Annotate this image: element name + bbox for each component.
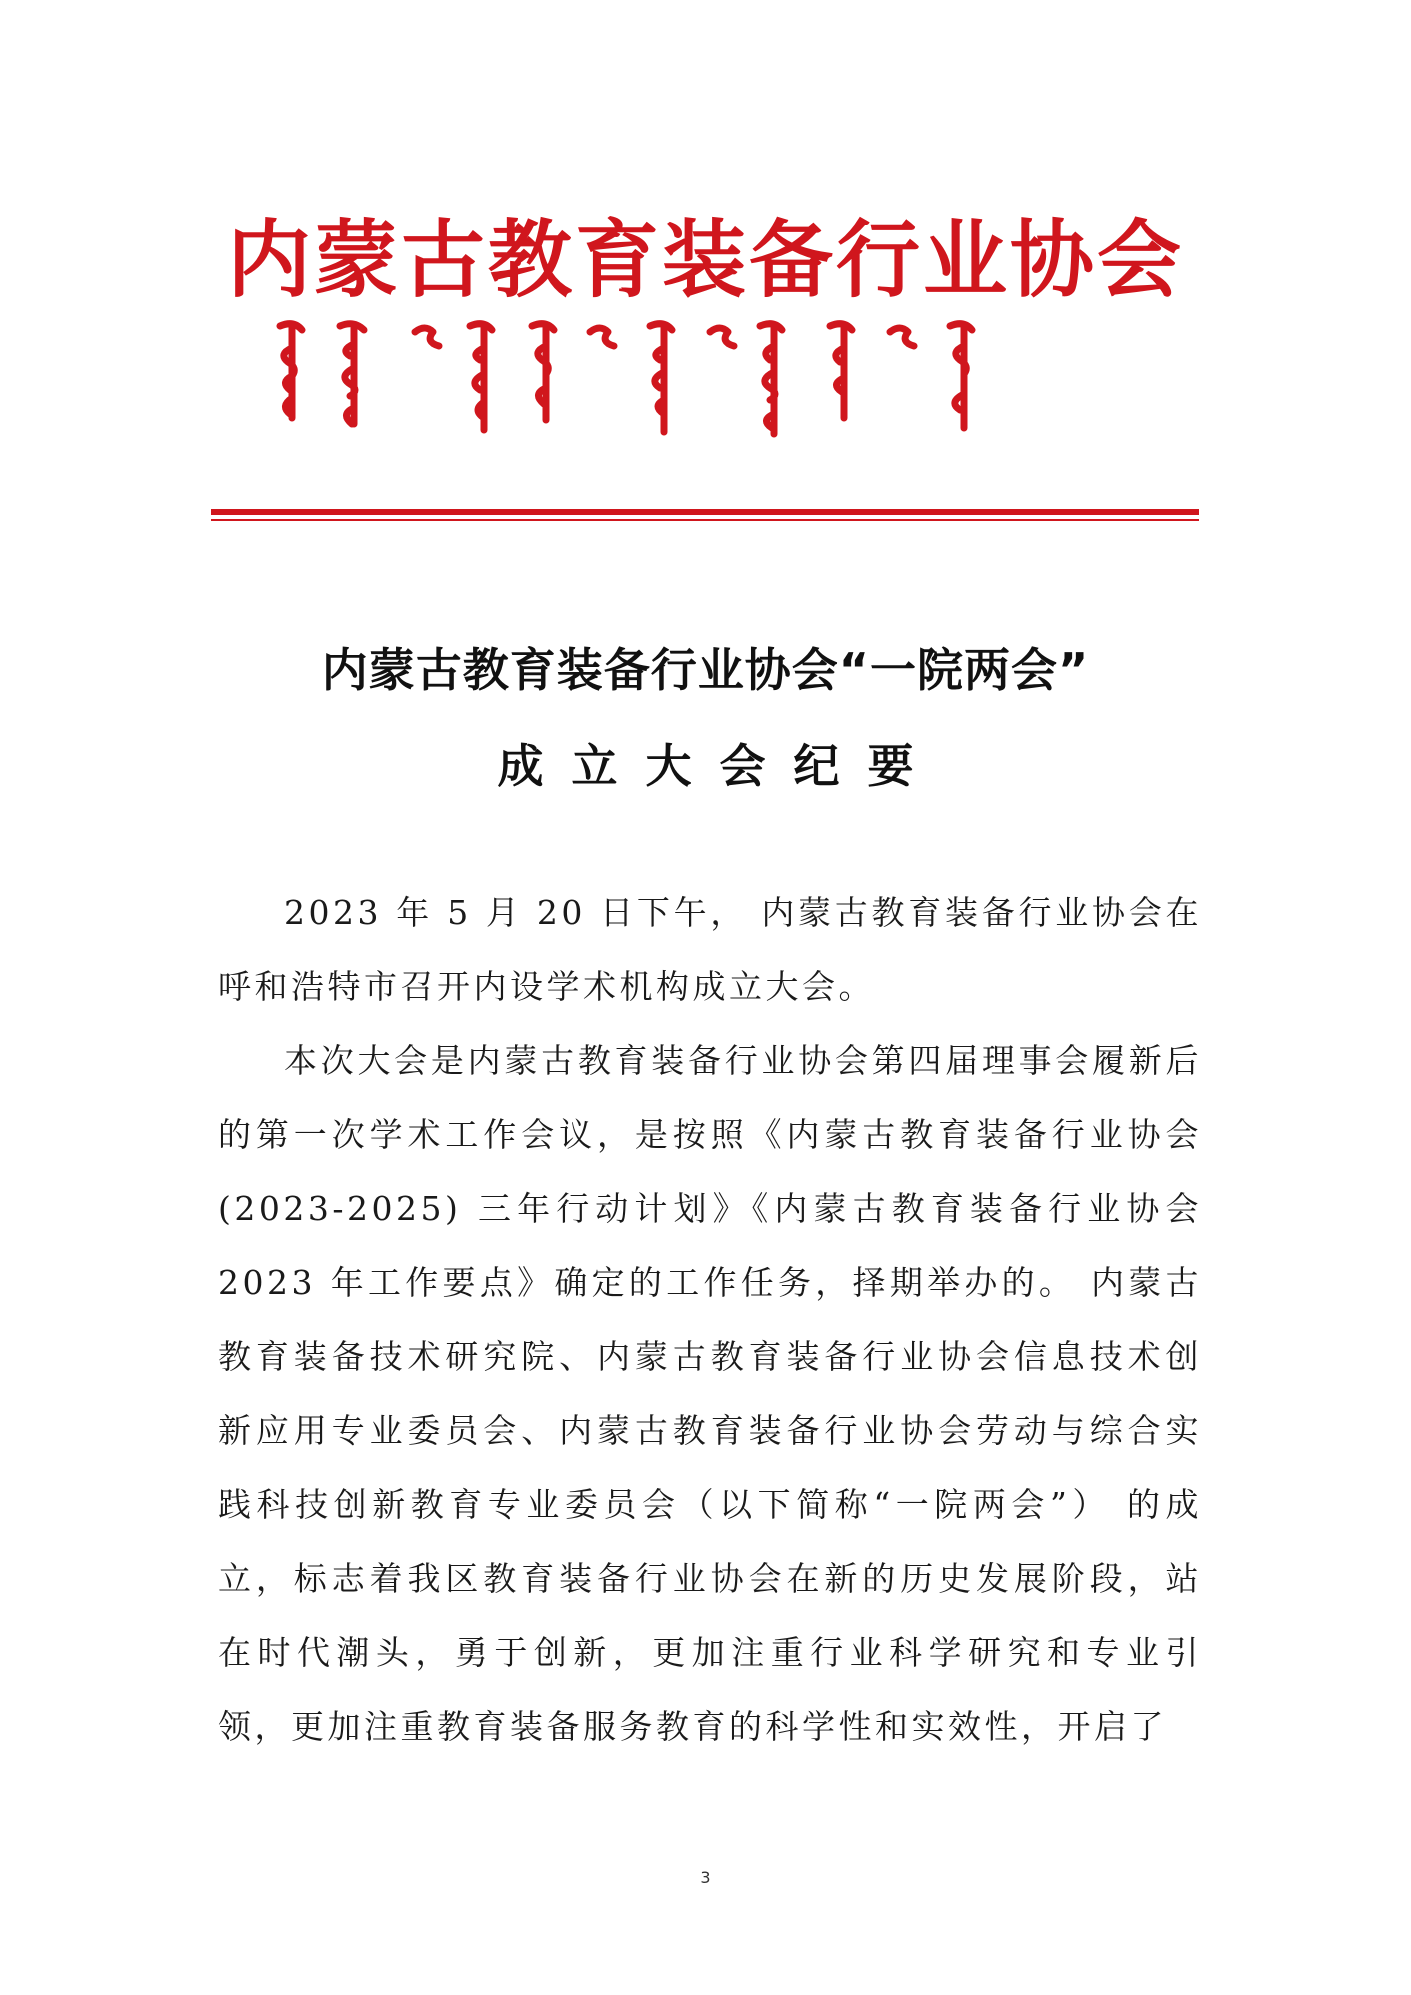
document-title-line-2: 成立大会纪要: [497, 739, 942, 793]
paragraph-1: 2023 年 5 月 20 日下午， 内蒙古教育装备行业协会在呼和浩特市召开内设学术机构成立大会。: [218, 893, 1202, 1006]
paragraph-2: 本次大会是内蒙古教育装备行业协会第四届理事会履新后的第一次学术工作会议，是按照《内蒙古教育装备行业协会 (2023-2025) 三年行动计划》《内蒙古教育装备行业协会 2023 年工作要点》确定的工作任务，择期举办的。 内蒙古教育装备技术研究院、内蒙古教育装备行业协会信息技术创新应用专业委员会、内蒙古教育装备行业协会劳动与综合实践科技创新教育专业委员会（以下简称“一院两会”） 的成立，标志着我区教育装备行业协会在新的历史发展阶段，站在时代潮头，勇于创新，更加注重行业科学研究和专业引领，更加注重教育装备服务教育的科学性和实效性，开启了: [218, 1041, 1202, 1746]
letterhead-divider-thick: [211, 509, 1199, 515]
page-number: 3: [700, 1868, 711, 1887]
document-body: [218, 876, 1202, 1764]
document-title-line-1: 内蒙古教育装备行业协会“一院两会”: [321, 643, 1090, 697]
letterhead-divider-thin: [211, 519, 1199, 521]
mongolian-script-logo: [270, 318, 1150, 438]
org-name-chinese: 内蒙古教育装备行业协会: [226, 210, 1184, 309]
